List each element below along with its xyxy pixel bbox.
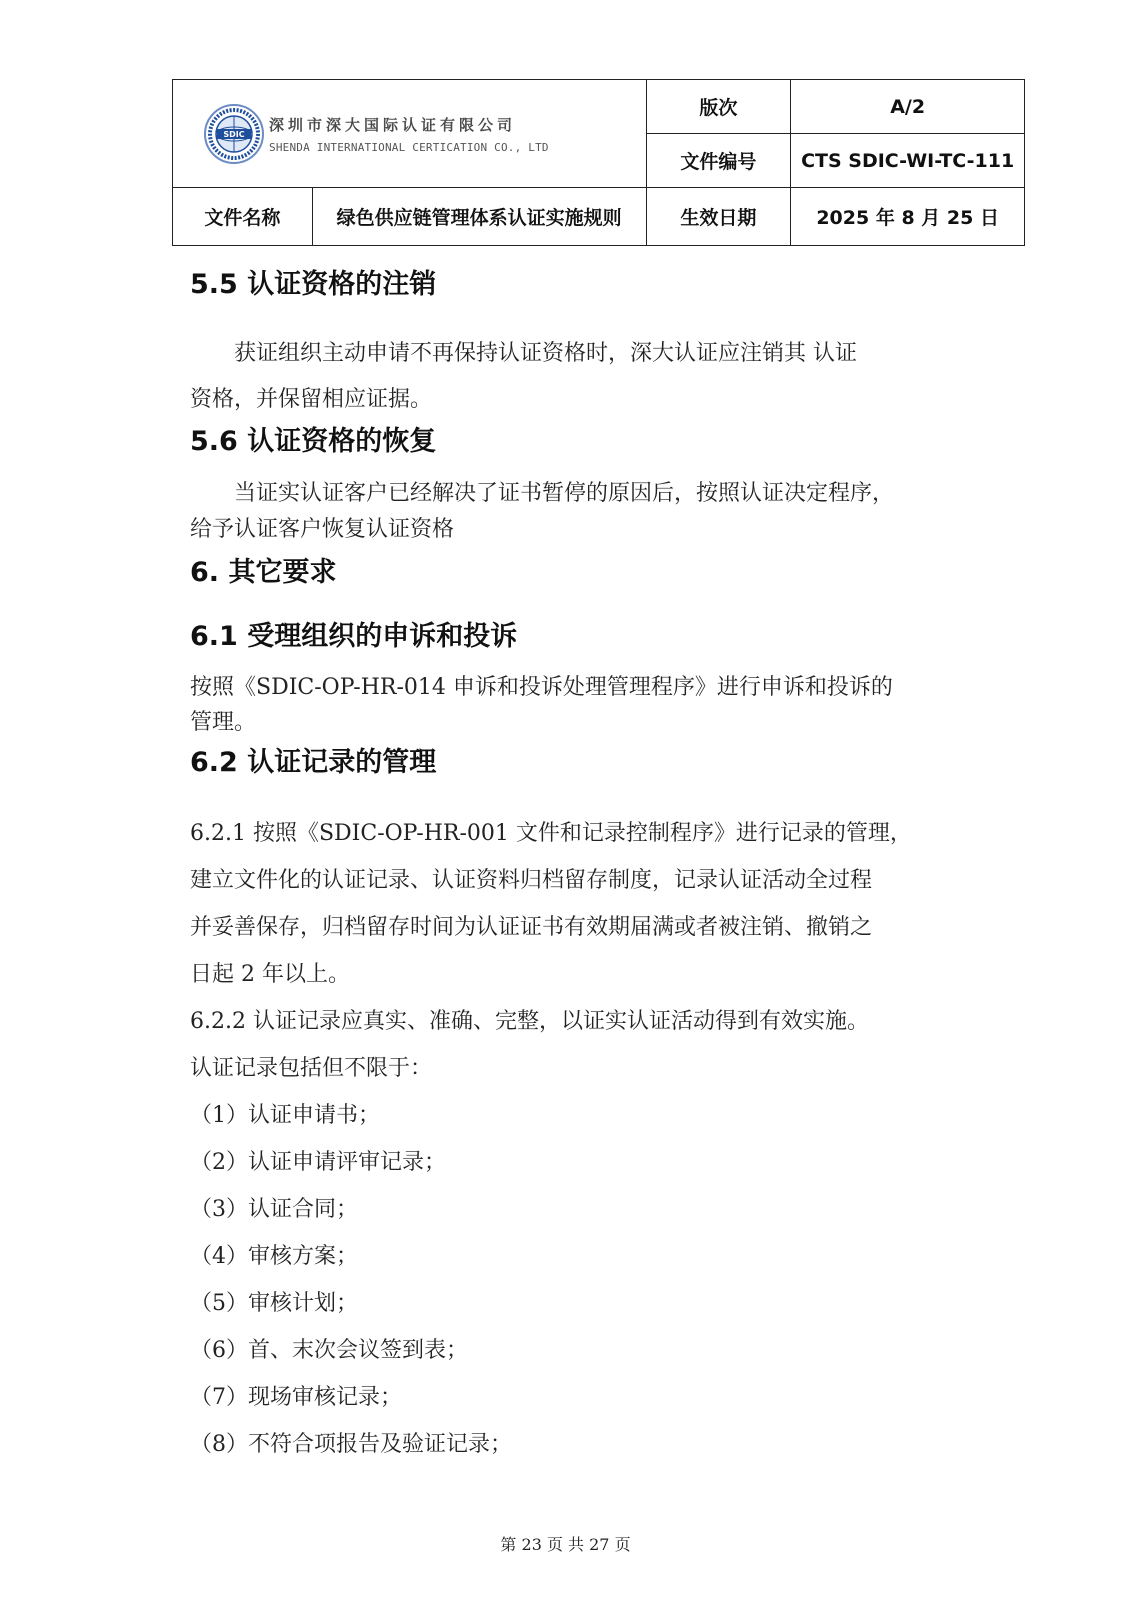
section-6-2-title: 6.2 认证记录的管理	[190, 747, 437, 778]
list-item: （1）认证申请书；	[190, 1103, 380, 1128]
section-5-6-body	[190, 474, 1020, 546]
paragraph-line: 资格，并保留相应证据。	[190, 387, 433, 412]
section-5-5-body	[190, 330, 1020, 422]
paragraph-line: 按照《SDIC-OP-HR-014 申诉和投诉处理管理程序》进行申诉和投诉的	[190, 675, 893, 700]
paragraph-line: 并妥善保存，归档留存时间为认证证书有效期届满或者被注销、撤销之	[190, 915, 873, 940]
page-number: 第 23 页 共 27 页	[500, 1535, 631, 1554]
paragraph-line: 认证记录包括但不限于：	[190, 1056, 433, 1081]
version-value: A/2	[791, 80, 1025, 134]
section-5-6-title: 5.6 认证资格的恢复	[190, 426, 437, 457]
list-item: （7）现场审核记录；	[190, 1385, 402, 1410]
paragraph-line: 给予认证客户恢复认证资格	[190, 517, 455, 542]
company-logo-cell	[173, 80, 647, 188]
effective-date-value: 2025 年 8 月 25 日	[791, 188, 1025, 246]
paragraph-line: 获证组织主动申请不再保持认证资格时，深大认证应注销其 认证	[234, 341, 857, 366]
doc-name-value: 绿色供应链管理体系认证实施规则	[312, 188, 646, 246]
document-body	[190, 262, 1020, 1468]
section-5-5-title: 5.5 认证资格的注销	[190, 269, 437, 300]
doc-name-label: 文件名称	[173, 188, 313, 246]
list-item: （8）不符合项报告及验证记录；	[190, 1432, 512, 1457]
paragraph-line: 6.2.1 按照《SDIC-OP-HR-001 文件和记录控制程序》进行记录的管理，	[190, 821, 912, 846]
list-item: （6）首、末次会议签到表；	[190, 1338, 468, 1363]
section-6-1-body	[190, 670, 1020, 740]
doc-number-label: 文件编号	[646, 134, 791, 188]
list-item: （3）认证合同；	[190, 1197, 358, 1222]
logo-text: SDIC	[223, 129, 245, 139]
paragraph-line: 管理。	[190, 710, 257, 735]
paragraph-line: 6.2.2 认证记录应真实、准确、完整，以证实认证活动得到有效实施。	[190, 1009, 869, 1034]
document-header-table	[172, 79, 1025, 246]
section-6-1-title: 6.1 受理组织的申诉和投诉	[190, 621, 518, 652]
paragraph-line: 日起 2 年以上。	[190, 962, 350, 987]
version-label: 版次	[646, 80, 791, 134]
company-name-cn: 深圳市深大国际认证有限公司	[269, 115, 517, 134]
paragraph-line: 当证实认证客户已经解决了证书暂停的原因后，按照认证决定程序，	[234, 481, 895, 506]
list-item: （4）审核方案；	[190, 1244, 358, 1269]
company-logo-icon	[203, 103, 265, 165]
doc-number-value: CTS SDIC-WI-TC-111	[791, 134, 1025, 188]
effective-date-label: 生效日期	[646, 188, 791, 246]
list-item: （5）审核计划；	[190, 1291, 358, 1316]
company-name-en: SHENDA INTERNATIONAL CERTICATION CO., LTD	[269, 140, 549, 154]
section-6-2-body	[190, 810, 1020, 1468]
section-6-title: 6. 其它要求	[190, 557, 337, 588]
paragraph-line: 建立文件化的认证记录、认证资料归档留存制度，记录认证活动全过程	[190, 868, 873, 893]
list-item: （2）认证申请评审记录；	[190, 1150, 446, 1175]
